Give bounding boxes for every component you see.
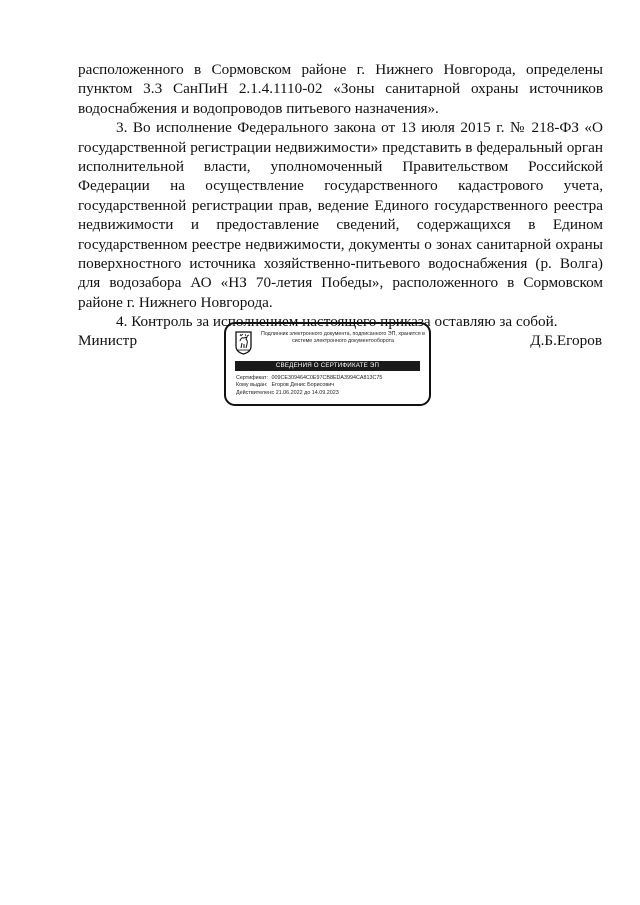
paragraph-item-4: 4. Контроль за исполнением настоящего приказа оставляю за собой.: [116, 313, 558, 331]
signatory-name: Д.Б.Егоров: [530, 332, 602, 349]
certificate-value: 009CE309464C0E97CB8EDA3994CA813C75: [271, 375, 383, 381]
stamp-details: [236, 375, 426, 397]
stamp-header: СВЕДЕНИЯ О СЕРТИФИКАТЕ ЭП: [235, 361, 420, 371]
deer-emblem-icon: [235, 331, 252, 355]
certificate-label: Сертификат:: [236, 375, 269, 381]
document-body: [78, 60, 603, 332]
signatory-title: Министр: [78, 332, 138, 349]
issued-to-row: [236, 382, 426, 389]
issued-to-value: Егоров Денис Борисович: [271, 382, 335, 389]
certificate-row: [236, 375, 426, 382]
valid-label: Действителен:: [236, 389, 273, 396]
paragraph-continuation: расположенного в Сормовском районе г. Нижнего Новгорода, определены пунктом 3.3 СанПиН 2.1.4.1110-02 «Зоны санитарной охраны источников водоснабжения и водопроводов питьевого назначения».: [78, 61, 603, 117]
paragraph-item-3: 3. Во исполнение Федерального закона от 13 июля 2015 г. № 218-ФЗ «О государственной регистрации недвижимости» представить в федеральный орган исполнительной власти, уполномоченный Правительством Российской Федерации на осуществление государственного кадастрового учета, государственной регистрации прав, ведение Единого государственного реестра недвижимости и предоставление сведений, содержащихся в Едином государственном реестре недвижимости, документы о зонах санитарной охраны поверхностного источника хозяйственно-питьевого водоснабжения (р. Волга) для водозабора АО «НЗ 70-летия Победы», расположенного в Сормовском районе г. Нижнего Новгорода.: [78, 119, 603, 311]
valid-value: с 21.06.2022 до 14.09.2023: [271, 389, 339, 396]
validity-row: [236, 390, 426, 397]
issued-to-label: Кому выдан:: [236, 382, 268, 389]
e-signature-stamp: [224, 322, 431, 406]
stamp-note: Подлинник электронного документа, подписанного ЭП, хранится в системе электронного документооборота: [261, 331, 425, 344]
